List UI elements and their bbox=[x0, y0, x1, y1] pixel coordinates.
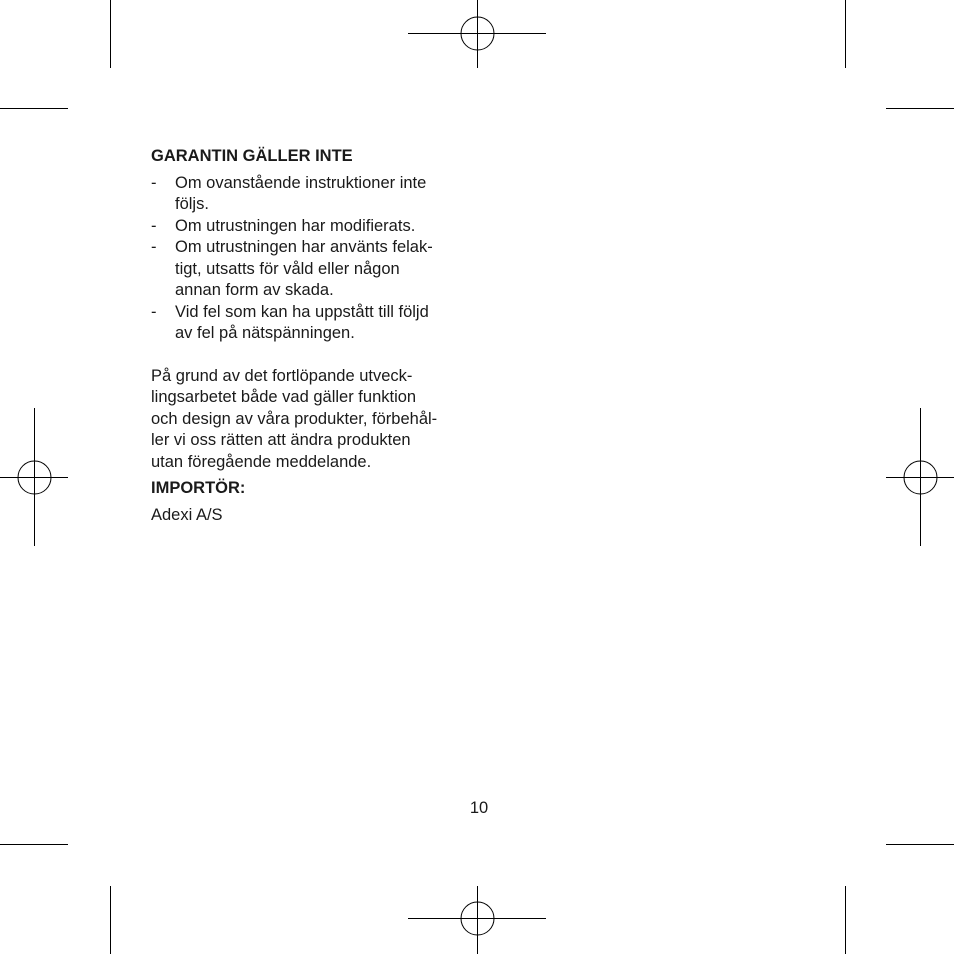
bullet-dash: - bbox=[151, 302, 157, 321]
list-item-line: Vid fel som kan ha uppstått till följd bbox=[175, 302, 429, 321]
list-item-line: följs. bbox=[175, 195, 209, 213]
warranty-exclusions-list bbox=[151, 173, 471, 345]
bullet-dash: - bbox=[151, 238, 157, 256]
list-item-line: Om ovanstående instruktioner inte bbox=[175, 173, 427, 192]
importer-name: Adexi A/S bbox=[151, 505, 223, 524]
product-development-paragraph bbox=[151, 366, 471, 474]
paragraph-line: lingsarbetet både vad gäller funktion bbox=[151, 388, 417, 406]
registration-mark-right bbox=[886, 408, 954, 546]
list-item bbox=[151, 216, 471, 238]
list-item bbox=[151, 237, 471, 302]
warranty-heading: GARANTIN GÄLLER INTE bbox=[151, 147, 353, 165]
paragraph-line: utan föregående meddelande. bbox=[151, 452, 372, 471]
bullet-dash: - bbox=[151, 216, 157, 235]
document-body bbox=[151, 146, 471, 526]
registration-mark-left bbox=[0, 408, 68, 546]
paragraph-line: På grund av det fortlöpande utveck- bbox=[151, 366, 413, 385]
list-item-line: tigt, utsatts för våld eller någon bbox=[175, 259, 400, 278]
list-item-line: annan form av skada. bbox=[175, 281, 334, 299]
paragraph-line: ler vi oss rätten att ändra produkten bbox=[151, 431, 411, 449]
registration-mark-bottom bbox=[408, 886, 546, 954]
list-item bbox=[151, 302, 471, 345]
paragraph-line: och design av våra produkter, förbehål- bbox=[151, 409, 438, 428]
page-number: 10 bbox=[469, 799, 489, 817]
importer-heading: IMPORTÖR: bbox=[151, 479, 246, 497]
bullet-dash: - bbox=[151, 173, 157, 192]
list-item-line: Om utrustningen har använts felak- bbox=[175, 238, 433, 256]
list-item-line: Om utrustningen har modifierats. bbox=[175, 216, 416, 235]
list-item-line: av fel på nätspänningen. bbox=[175, 324, 355, 342]
registration-mark-top bbox=[408, 0, 546, 68]
list-item bbox=[151, 173, 471, 216]
